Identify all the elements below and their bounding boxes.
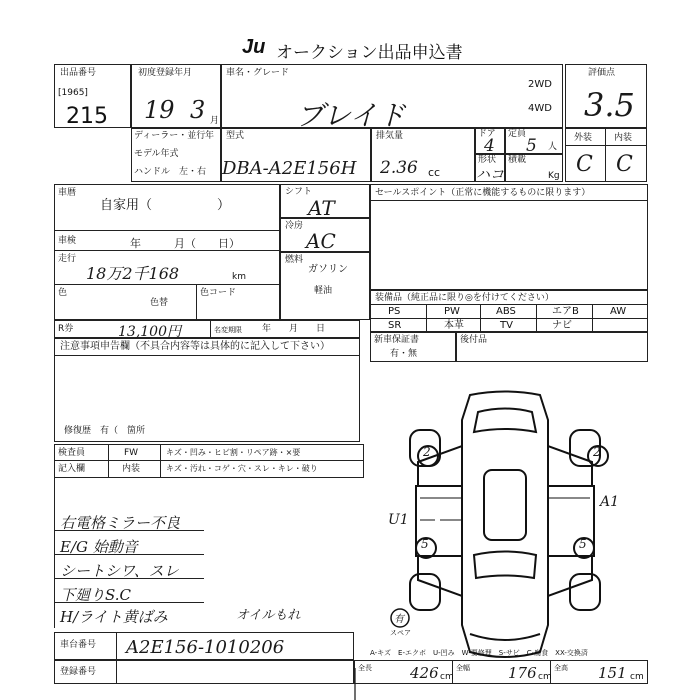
lot-label: 出品番号 (60, 68, 97, 78)
ac-value: AC (306, 229, 336, 253)
damage-legend: A-キズ E-エクボ U-凹み W-要修理 S-サビ C-腐食 XX-交換済 (370, 649, 588, 657)
width-value: 176 (508, 664, 537, 682)
fuel-value: ガソリン (308, 264, 348, 275)
form-title: オークション出品申込書 (276, 43, 463, 63)
equip-leather: 本革 (444, 320, 464, 331)
repair-label: 修復歴 有（ 箇所 (64, 426, 146, 436)
mark-a1: A1 (600, 494, 620, 510)
spare-label: スペア (390, 629, 411, 637)
height-unit: cm (630, 672, 644, 682)
fw-text: キズ・凹み・ヒビ割・リペア跡・×要 (166, 448, 301, 457)
chassis-label: 車台番号 (60, 640, 97, 650)
remark-5: H/ライト黄ばみ (60, 608, 168, 626)
carname-value: ブレイド (296, 99, 406, 132)
load-label: 積載 (508, 155, 527, 165)
mark-rl: 5 (421, 537, 429, 551)
memo-label: 記入欄 (58, 464, 86, 474)
drive-2wd: 2WD (528, 79, 552, 90)
remark-2: E/G 始動音 (60, 538, 138, 556)
length-value: 426 (410, 664, 439, 682)
equip-navi: ナビ (552, 320, 572, 331)
int-label: 内装 (614, 133, 633, 143)
length-unit: cm (440, 672, 454, 682)
inspector-label: 検査員 (58, 448, 86, 458)
color-change-label: 色替 (150, 298, 169, 308)
notes-title: 注意事項申告欄（不具合内容等は具体的に記入して下さい） (60, 341, 330, 352)
warranty-value: 有・無 (390, 349, 418, 359)
shift-value: AT (308, 196, 335, 220)
recycle-value: 13,100円 (118, 324, 181, 340)
light-oil: 軽油 (314, 286, 333, 296)
size-length-label: 全長 (358, 664, 372, 672)
remark-4: 下廻りS.C (60, 586, 131, 604)
displacement-value: 2.36 (380, 158, 418, 178)
month-unit: 月 (210, 116, 220, 126)
displacement-label: 排気量 (376, 131, 404, 141)
equip-airbag: エアB (552, 306, 579, 317)
handle-label: ハンドル 左・右 (134, 167, 207, 177)
shaken-value: 年 月（ 日） (130, 237, 240, 250)
reki-label: 車暦 (58, 188, 77, 198)
dealer-year: 年 (205, 131, 215, 141)
first-reg-month: 3 (190, 96, 206, 124)
mark-fr: 2 (593, 445, 601, 459)
remark-3: シートシワ、スレ (60, 562, 179, 580)
interior-text: キズ・汚れ・コゲ・穴・スレ・キレ・破り (166, 464, 318, 473)
first-reg-year: 19 (144, 96, 175, 124)
postfit-label: 後付品 (460, 335, 488, 345)
reg-label: 登録番号 (60, 667, 97, 677)
fuel-label: 燃料 (285, 255, 304, 265)
shape-label: 形状 (478, 155, 497, 165)
equip-label: 装備品（純正品に限り◎を付けてください） (375, 293, 554, 303)
fw-label: FW (124, 448, 139, 458)
type-value: DBA-A2E156H (222, 158, 357, 179)
width-unit: cm (538, 672, 552, 682)
int-value: C (616, 152, 633, 177)
score-value: 3.5 (584, 86, 635, 124)
mark-fl: 2 (423, 445, 431, 459)
mileage-label: 走行 (58, 254, 77, 264)
inspect-value: 年 月 日 (262, 324, 326, 334)
height-value: 151 (598, 664, 627, 682)
recycle-label: R券 (58, 324, 74, 334)
reki-value: 自家用（ ） (100, 198, 231, 213)
reg-box (54, 660, 354, 684)
ext-label: 外装 (574, 133, 593, 143)
sales-label: セールスポイント（正常に機能するものに限ります） (375, 188, 591, 198)
score-label: 評価点 (588, 68, 616, 78)
shift-label: シフト (285, 187, 313, 197)
equip-sr: SR (388, 320, 402, 331)
mark-rr: 5 (579, 537, 587, 551)
doors-value: 4 (484, 136, 495, 156)
ju-logo: Ju (242, 36, 266, 58)
seats-unit: 人 (548, 142, 558, 152)
model-year-label: モデル年式 (134, 149, 179, 159)
first-reg-label: 初度登録年月 (138, 68, 193, 78)
mileage-value: 18万2千168 (86, 264, 180, 283)
seats-value: 5 (526, 136, 537, 156)
remark-1: 右電格ミラー不良 (60, 514, 181, 532)
drive-4wd: 4WD (528, 103, 552, 114)
shaken-label: 車検 (58, 236, 77, 246)
chassis-value: A2E156-1010206 (126, 637, 285, 658)
dealer-label: ディーラー・並行 (134, 131, 206, 141)
equip-pw: PW (444, 306, 460, 317)
warranty-label: 新車保証書 (374, 335, 420, 345)
interior-label: 内装 (122, 464, 141, 474)
lot-number: 215 (66, 104, 108, 129)
doors-label: ドア (478, 129, 496, 139)
mark-u1: U1 (388, 512, 409, 528)
displacement-unit: cc (428, 166, 441, 179)
mileage-unit: km (232, 272, 246, 282)
shape-value: ハコ (476, 167, 504, 183)
color-label: 色 (58, 288, 68, 298)
equip-abs: ABS (496, 306, 516, 317)
carname-label: 車名・グレード (226, 68, 290, 78)
size-width-label: 全幅 (456, 664, 470, 672)
lot-sub: [1965] (58, 88, 88, 98)
spare-mark: 有 (394, 614, 404, 625)
remark-extra: オイルもれ (236, 608, 301, 623)
seats-label: 定員 (508, 129, 527, 139)
inspect-label: 名変期限 (214, 326, 242, 334)
ext-value: C (576, 152, 593, 177)
equip-tv: TV (500, 320, 513, 331)
equip-aw: AW (610, 306, 627, 317)
ac-label: 冷房 (285, 221, 304, 231)
size-height-label: 全高 (554, 664, 568, 672)
equip-ps: PS (388, 306, 401, 317)
color-code-label: 色コード (200, 288, 237, 298)
type-label: 型式 (226, 131, 245, 141)
load-unit: Kg (548, 171, 560, 181)
